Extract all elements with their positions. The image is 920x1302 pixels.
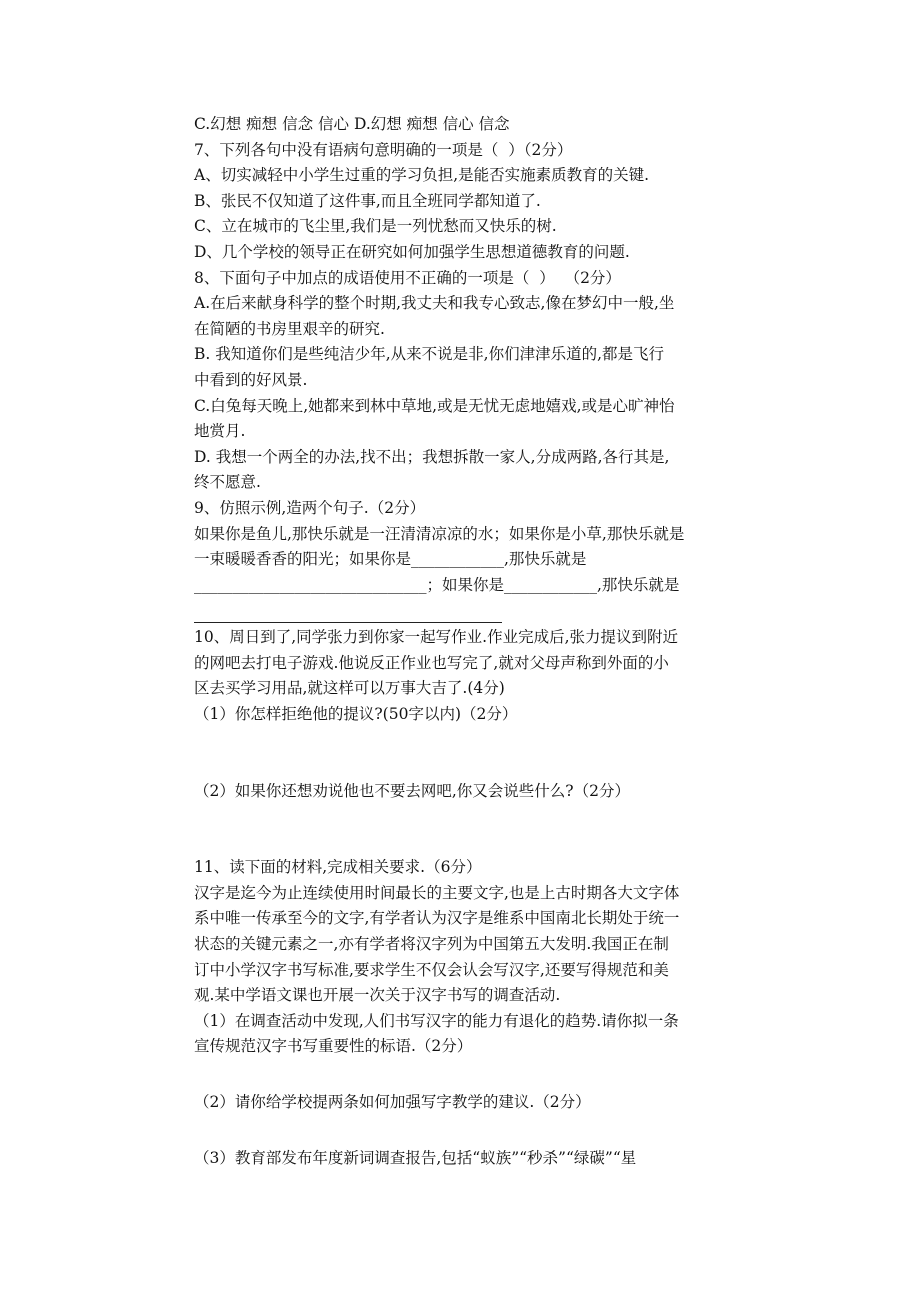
q7-option-b: B、张民不仅知道了这件事,而且全班同学都知道了. (194, 191, 541, 210)
q8-option-b-line2: 中看到的好风景. (194, 370, 308, 389)
q7-option-a: A、切实减轻中小学生过重的学习负担,是能否实施素质教育的关键. (194, 166, 650, 185)
q8-option-d-line2: 终不愿意. (194, 473, 261, 492)
q8-stem: 8、下面句子中加点的成语使用不正确的一项是（ ） （2分） (194, 268, 621, 287)
q10-stem-line3: 区去买学习用品,就这样可以万事大吉了.(4分) (194, 679, 505, 698)
q11-sub3-line1: （3）教育部发布年度新词调查报告,包括“蚁族”“秒杀”“绿碳”“星 (194, 1148, 637, 1167)
q11-sub2: （2）请你给学校提两条如何加强写字教学的建议.（2分） (194, 1093, 591, 1111)
q8-option-d-line1: D. 我想一个两全的办法,找不出；我想拆散一家人,分成两路,各行其是, (194, 447, 670, 466)
q10-sub1-answer-space[interactable] (194, 728, 794, 779)
q11-material-line1: 汉字是迄今为止连续使用时间最长的主要文字,也是上古时期各大文字体 (194, 883, 680, 902)
q9-stem: 9、仿照示例,造两个句子.（2分） (194, 498, 426, 517)
q7-option-c: C、立在城市的飞尘里,我们是一列忧愁而又快乐的树. (194, 217, 557, 236)
exam-text (194, 112, 794, 1171)
q9-answer-blank[interactable] (194, 598, 502, 623)
q10-stem-line1: 10、周日到了,同学张力到你家一起写作业.作业完成后,张力提议到附近 (194, 628, 679, 647)
q8-option-b-line1: B. 我知道你们是些纯洁少年,从来不说是非,你们津津乐道的,都是飞行 (194, 345, 665, 364)
q11-stem: 11、读下面的材料,完成相关要求.（6分） (194, 858, 482, 877)
q11-material-line4: 订中小学汉字书写标准,要求学生不仅会认会写汉字,还要写得规范和美 (194, 960, 669, 979)
q8-option-a-line1: A.在后来献身科学的整个时期,我丈夫和我专心致志,像在梦幻中一般,坐 (194, 294, 675, 313)
q6-options-cd: C.幻想 痴想 信念 信心 D.幻想 痴想 信心 信念 (194, 115, 510, 133)
q11-material-line5: 观.某中学语文课也开展一次关于汉字书写的调查活动. (194, 986, 561, 1005)
q10-stem-line2: 的网吧去打电子游戏.他说反正作业也写完了,就对父母声称到外面的小 (194, 653, 669, 672)
q8-option-c-line2: 地赏月. (194, 422, 246, 441)
q11-sub1-answer-space[interactable] (194, 1060, 794, 1090)
q11-material-line2: 系中唯一传承至今的文字,有学者认为汉字是维系中国南北长期处于统一 (194, 909, 680, 928)
q11-sub1-line1: （1）在调查活动中发现,人们书写汉字的能力有退化的趋势.请你拟一条 (194, 1011, 679, 1030)
q7-stem: 7、下列各句中没有语病句意明确的一项是（ ）（2分） (194, 140, 573, 159)
q9-example-line2: 一束暖暖香香的阳光；如果你是____________,那快乐就是 (194, 550, 587, 569)
q9-example-line1: 如果你是鱼儿,那快乐就是一汪清清凉凉的水；如果你是小草,那快乐就是 (194, 524, 685, 543)
q8-option-a-line2: 在简陋的书房里艰辛的研究. (194, 319, 385, 338)
q10-sub2: （2）如果你还想劝说他也不要去网吧,你又会说些什么?（2分） (194, 781, 630, 800)
q10-sub2-answer-space[interactable] (194, 804, 794, 855)
q10-sub1: （1）你怎样拒绝他的提议?(50字以内)（2分） (194, 705, 518, 724)
q7-option-d: D、几个学校的领导正在研究如何加强学生思想道德教育的问题. (194, 242, 630, 261)
q11-material-line3: 状态的关键元素之一,亦有学者将汉字列为中国第五大发明.我国正在制 (194, 935, 669, 954)
q11-sub2-answer-space[interactable] (194, 1116, 794, 1146)
q8-option-c-line1: C.白兔每天晚上,她都来到林中草地,或是无忧无虑地嬉戏,或是心旷神怡 (194, 396, 675, 415)
q9-example-line3: ______________________________；如果你是____________,那快乐就是 (194, 575, 680, 594)
q11-sub1-line2: 宣传规范汉字书写重要性的标语.（2分） (194, 1037, 473, 1056)
